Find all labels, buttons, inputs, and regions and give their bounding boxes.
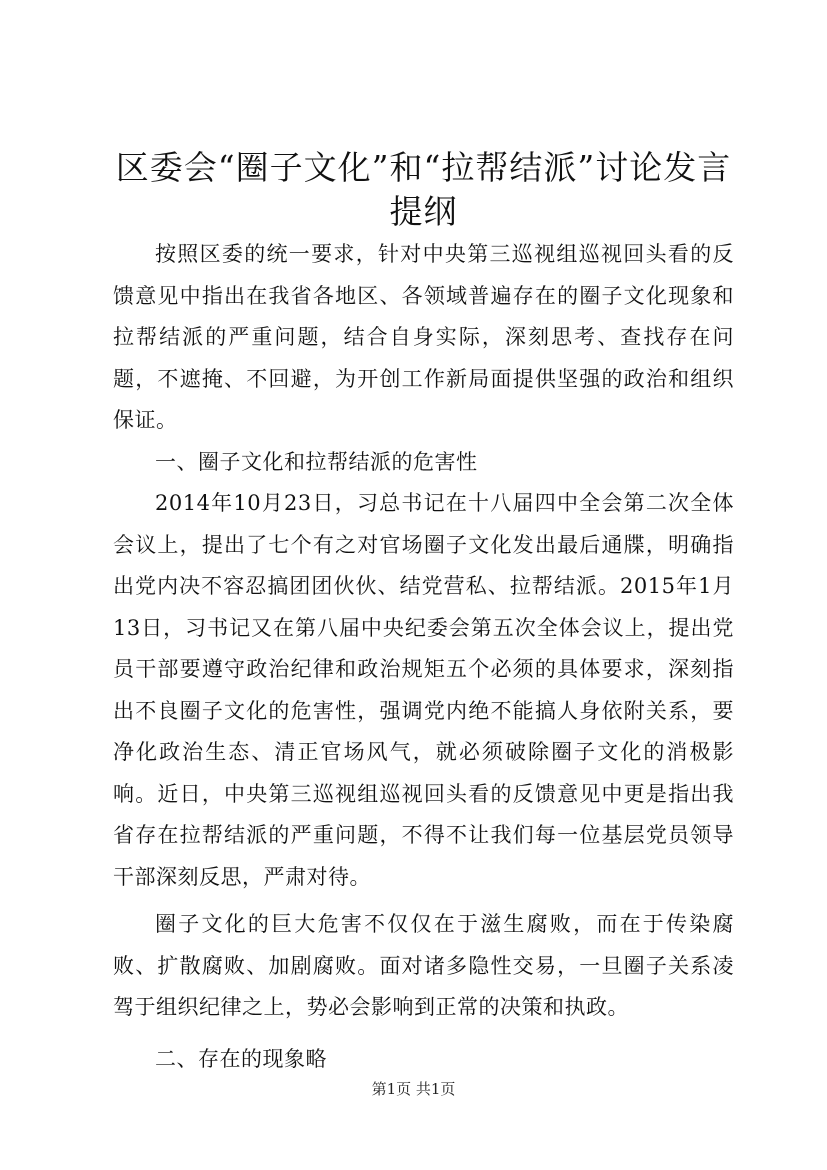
document-title: 区委会“圈子文化”和“拉帮结派”讨论发言提纲: [115, 148, 732, 231]
section-1-paragraph-2: 圈子文化的巨大危害不仅仅在于滋生腐败，而在于传染腐败、扩散腐败、加剧腐败。面对诸多隐性交易，一旦圈子关系凌驾于组织纪律之上，势必会影响到正常的决策和执政。: [113, 912, 734, 1019]
intro-paragraph: 按照区委的统一要求，针对中央第三巡视组巡视回头看的反馈意见中指出在我省各地区、各领域普遍存在的圈子文化现象和拉帮结派的严重问题，结合自身实际，深刻思考、查找存在问题，不遮掩、不回避，为开创工作新局面提供坚强的政治和组织保证。: [113, 242, 734, 432]
document-body: [113, 234, 734, 1080]
section-2-heading: 二、存在的现象略: [155, 1046, 327, 1071]
section-1-paragraph-1: 2014年10月23日，习总书记在十八届四中全会第二次全体会议上，提出了七个有之对官场圈子文化发出最后通牒，明确指出党内决不容忍搞团团伙伙、结党营私、拉帮结派。2015年1月13日，习书记又在第八届中央纪委会第五次全体会议上，提出党员干部要遵守政治纪律和政治规矩五个必须的具体要求，深刻指出不良圈子文化的危害性，强调党内绝不能搞人身依附关系，要净化政治生态、清正官场风气，就必须破除圈子文化的消极影响。近日，中央第三巡视组巡视回头看的反馈意见中更是指出我省存在拉帮结派的严重问题，不得不让我们每一位基层党员领导干部深刻反思，严肃对待。: [113, 491, 734, 889]
section-1-heading: 一、圈子文化和拉帮结派的危害性: [155, 449, 478, 474]
page-footer: 第1页 共1页: [371, 1080, 456, 1098]
